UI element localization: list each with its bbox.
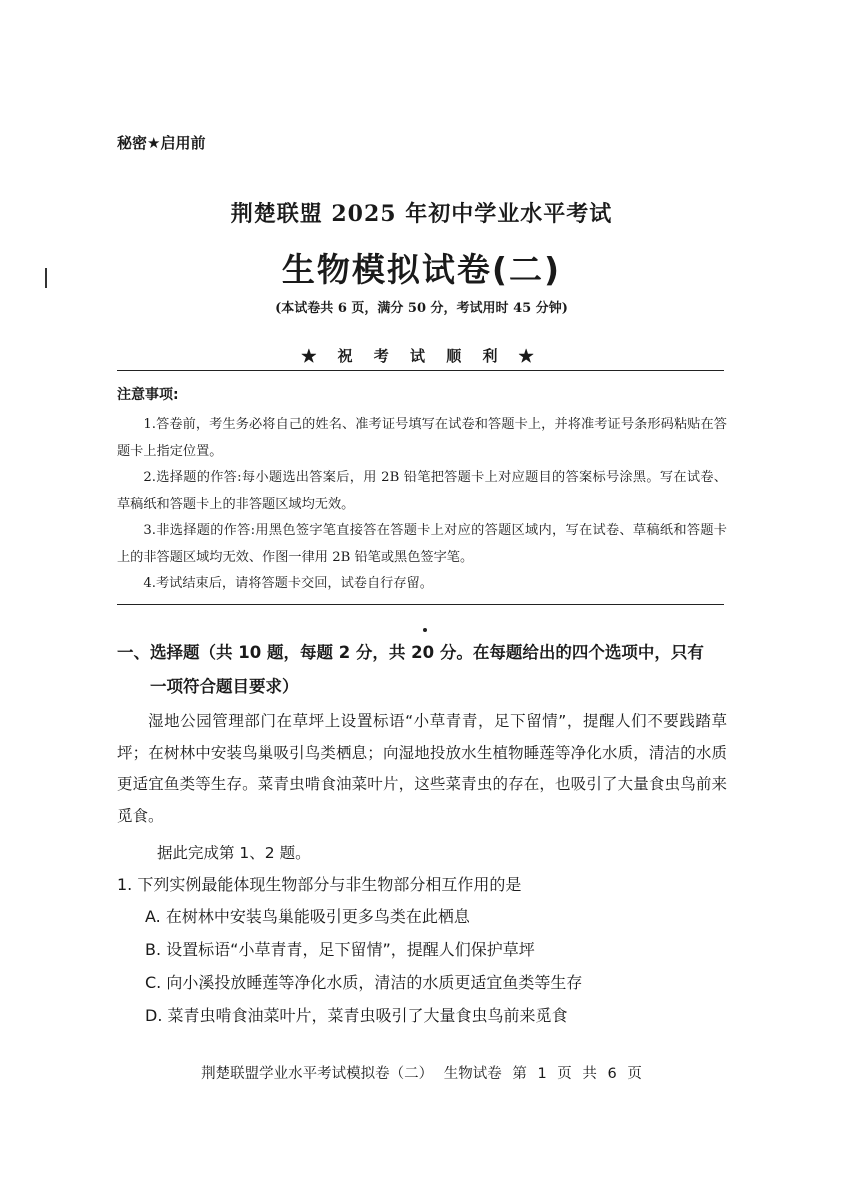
notice-list	[117, 412, 727, 598]
reading-passage: 湿地公园管理部门在草坪上设置标语“小草青青，足下留情”，提醒人们不要践踏草坪；在树林中安装鸟巢吸引鸟类栖息；向湿地投放水生植物睡莲等净化水质，清洁的水质更适宜鱼类等生存。菜青虫啃食油菜叶片，这些菜青虫的存在，也吸引了大量食虫鸟前来觅食。	[117, 712, 727, 825]
notice-item: 3.非选择题的作答:用黑色签字笔直接答在答题卡上对应的答题区域内，写在试卷、草稿纸和答题卡上的非答题区域均无效、作图一律用 2B 铅笔或黑色签字笔。	[117, 523, 727, 565]
confidential-label: 秘密★启用前	[117, 134, 206, 152]
scan-dot	[423, 628, 427, 632]
option-a: A. 在树林中安装鸟巢能吸引更多鸟类在此栖息	[145, 907, 470, 926]
exam-info: (本试卷共 6 页，满分 50 分，考试用时 45 分钟)	[275, 301, 568, 316]
notice-title: 注意事项:	[117, 387, 179, 403]
question-stem: 1. 下列实例最能体现生物部分与非生物部分相互作用的是	[117, 875, 522, 894]
section-heading-line2: 一项符合题目要求）	[150, 677, 299, 696]
notice-item: 2.选择题的作答:每小题选出答案后，用 2B 铅笔把答题卡上对应题目的答案标号涂黑。写在试卷、草稿纸和答题卡上的非答题区域均无效。	[117, 470, 727, 512]
page-footer: 荆楚联盟学业水平考试模拟卷（二） 生物试卷 第 1 页 共 6 页	[201, 1066, 642, 1082]
section-heading-line1: 一、选择题（共 10 题，每题 2 分，共 20 分。在每题给出的四个选项中，只有	[117, 643, 704, 662]
exam-title: 荆楚联盟 2025 年初中学业水平考试	[230, 201, 613, 227]
paper-title: 生物模拟试卷(二)	[281, 250, 562, 289]
notice-item: 1.答卷前，考生务必将自己的姓名、准考证号填写在试卷和答题卡上，并将准考证号条形码粘贴在答题卡上指定位置。	[117, 417, 727, 459]
divider-bottom	[117, 604, 724, 605]
instruction: 据此完成第 1、2 题。	[157, 844, 311, 862]
divider-top	[117, 370, 724, 371]
notice-item: 4.考试结束后，请将答题卡交回，试卷自行存留。	[143, 576, 433, 591]
option-d: D. 菜青虫啃食油菜叶片，菜青虫吸引了大量食虫鸟前来觅食	[145, 1006, 568, 1025]
good-luck-banner: ★ 祝 考 试 顺 利 ★	[301, 347, 542, 365]
option-c: C. 向小溪投放睡莲等净化水质，清洁的水质更适宜鱼类等生存	[145, 973, 583, 992]
option-b: B. 设置标语“小草青青，足下留情”，提醒人们保护草坪	[145, 940, 535, 959]
section-heading	[117, 636, 727, 704]
